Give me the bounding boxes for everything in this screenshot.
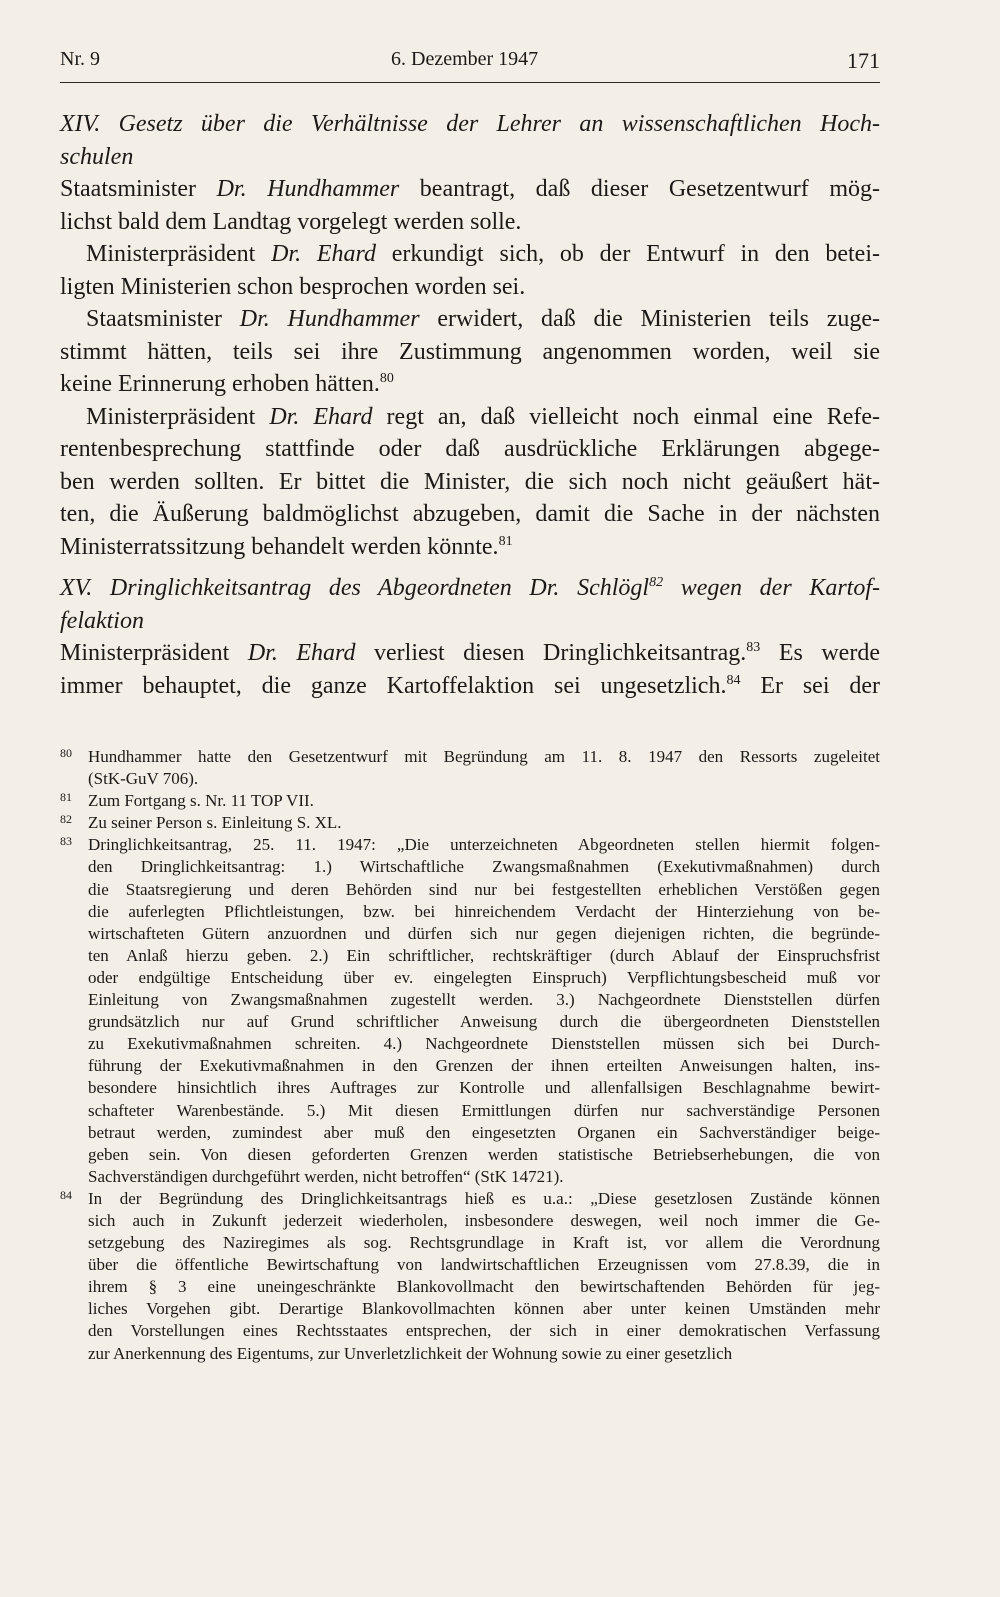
text-run: Es werde xyxy=(760,640,880,666)
footnote-reference: 80 xyxy=(379,371,394,386)
footnote-reference: 84 xyxy=(726,672,741,688)
section-heading-line: XIV. Gesetz über die Verhältnisse der Lehrer an wissenschaftlichen Hoch- xyxy=(60,111,880,137)
person-name: Dr. Hundhammer xyxy=(216,176,400,202)
footnote-line: ten Anlaß hierzu geben. 2.) Ein schriftlicher, rechtskräftiger (durch Ablauf der Einspruchsfrist xyxy=(88,945,880,965)
footnote-line: ihrem § 3 eine uneingeschränkte Blankovollmacht den bewirtschaftenden Behörden für jeg- xyxy=(88,1277,880,1297)
footnote xyxy=(60,812,880,834)
text-run: verliest diesen Dringlichkeitsantrag. xyxy=(355,640,747,666)
footnote-number: 83 xyxy=(60,834,72,849)
section-heading-line xyxy=(60,572,880,605)
body-text-line xyxy=(60,336,880,369)
person-name: Dr. Ehard xyxy=(271,241,376,267)
footnote-line: die auferlegten Pflichtleistungen, bzw. bei hinreichendem Verdacht der Hinterziehung von be- xyxy=(88,901,880,921)
footnote-number: 82 xyxy=(60,812,72,827)
footnote-line: Einleitung von Zwangsmaßnahmen zugestellt werden. 3.) Nachgeordnete Dienststellen dürfen xyxy=(88,990,880,1010)
text-run: beantragt, daß dieser Gesetzentwurf mög- xyxy=(399,176,881,202)
body-text-line xyxy=(60,531,880,564)
text-run: rentenbesprechung stattfinde oder daß ausdrückliche Erklärungen abgege- xyxy=(60,436,880,462)
footnote-line: zu Exekutivmaßnahmen schreiten. 4.) Nachgeordnete Dienststellen müssen sich bei Durch- xyxy=(88,1034,880,1054)
text-run: erkundigt sich, ob der Entwurf in den betei- xyxy=(375,241,880,267)
body-text-line xyxy=(60,206,880,239)
footnote xyxy=(60,746,880,790)
footnote xyxy=(60,834,880,1188)
footnote-line: sich auch in Zukunft jederzeit wiederholen, insbesondere deswegen, weil noch immer die Ge- xyxy=(88,1210,880,1230)
footnote-line: Hundhammer hatte den Gesetzentwurf mit Begründung am 11. 8. 1947 den Ressorts zugeleitet xyxy=(88,747,880,766)
footnote-line: besondere hinsichtlich ihres Auftrages zur Kontrolle und allenfallsigen Beschlagnahme bewirt- xyxy=(88,1078,880,1098)
footnote-line: Dringlichkeitsantrag, 25. 11. 1947: „Die unterzeichneten Abgeordneten stellen hiermit folgen- xyxy=(88,835,880,855)
footnote-line: geben sein. Von diesen geforderten Grenzen werden statistische Betriebserhebungen, die von xyxy=(88,1144,880,1164)
page-number: 171 xyxy=(847,48,880,73)
footnote-reference: 82 xyxy=(649,575,664,590)
footnote xyxy=(60,1188,880,1365)
section-heading-line: schulen xyxy=(60,143,134,170)
footnote-line: über die öffentliche Bewirtschaftung von landwirtschaftlichen Erzeugnissen vom 27.8.39, die in xyxy=(88,1255,880,1275)
footnote-line: Zum Fortgang s. Nr. 11 TOP VII. xyxy=(88,791,314,811)
footnote-line: Zu seiner Person s. Einleitung S. XL. xyxy=(88,813,342,833)
body-text-line xyxy=(60,271,880,304)
body-text-line xyxy=(60,637,880,670)
text-run: immer behauptet, die ganze Kartoffelaktion sei ungesetzlich. xyxy=(60,672,727,699)
running-header xyxy=(60,46,880,80)
main-text xyxy=(60,108,880,702)
footnote-line: die Staatsregierung und deren Behörden sind nur bei festgestellten erheblichen Verstößen gegen xyxy=(88,879,880,899)
body-text-line xyxy=(60,670,880,703)
footnote xyxy=(60,790,880,812)
body-text-line xyxy=(60,303,880,336)
text-run: wegen der Kartof- xyxy=(663,575,880,601)
footnote-number: 81 xyxy=(60,790,72,805)
body-text-line xyxy=(60,498,880,531)
footnote-reference: 81 xyxy=(498,533,513,549)
footnote-line: grundsätzlich nur auf Grund schriftlicher Anweisung durch die übergeordneten Dienststellen xyxy=(88,1012,880,1032)
issue-number: Nr. 9 xyxy=(60,48,100,70)
footnote-line: den Dringlichkeitsantrag: 1.) Wirtschaftliche Zwangsmaßnahmen (Exekutivmaßnahmen) durch xyxy=(88,857,880,877)
text-run: Ministerpräsident xyxy=(60,640,248,666)
footnote-line: liches Vorgehen gibt. Derartige Blankovollmachten können aber unter keinen Umständen mehr xyxy=(88,1299,880,1319)
header-rule xyxy=(60,82,880,83)
text-run: XV. Dringlichkeitsantrag des Abgeordneten Dr. Schlögl xyxy=(60,575,650,601)
section-heading-line xyxy=(60,605,880,638)
footnote-line: Sachverständigen durchgeführt werden, nicht betroffen“ (StK 14721). xyxy=(88,1166,564,1186)
header-date: 6. Dezember 1947 xyxy=(391,48,539,70)
text-run: felaktion xyxy=(60,607,144,634)
text-run: Staatsminister xyxy=(86,306,240,332)
footnote-line: betraut werden, zumindest aber muß den eingesetzten Organen ein Sachverständiger beige- xyxy=(88,1122,880,1142)
text-run: keine Erinnerung erhoben hätten. xyxy=(60,371,380,397)
person-name: Dr. Ehard xyxy=(247,640,356,666)
text-run: Staatsminister xyxy=(60,176,217,202)
body-text-line xyxy=(60,238,880,271)
footnote-reference: 83 xyxy=(746,640,761,655)
footnote-number: 80 xyxy=(60,746,72,760)
footnotes xyxy=(60,746,880,1365)
footnote-line: In der Begründung des Dringlichkeitsantrags hieß es u.a.: „Diese gesetzlosen Zustände können xyxy=(88,1188,880,1208)
section-gap xyxy=(60,563,880,572)
body-text-line xyxy=(60,466,880,499)
text-run: erwidert, daß die Ministerien teils zuge- xyxy=(419,306,881,332)
text-run: ligten Ministerien schon besprochen worden sei. xyxy=(60,273,526,300)
text-run: ben werden sollten. Er bittet die Minister, die sich noch nicht geäußert hät- xyxy=(60,468,880,495)
text-run: Ministerpräsident xyxy=(86,403,270,430)
footnote-number: 84 xyxy=(60,1187,72,1202)
text-run: stimmt hätten, teils sei ihre Zustimmung angenommen worden, weil sie xyxy=(60,338,880,365)
person-name: Dr. Ehard xyxy=(269,403,373,430)
body-text-line xyxy=(60,173,880,206)
person-name: Dr. Hundhammer xyxy=(239,306,420,332)
text-run: Ministerratssitzung behandelt werden könnte. xyxy=(60,533,499,560)
text-run: regt an, daß vielleicht noch einmal eine Refe- xyxy=(372,403,880,430)
text-run: ten, die Äußerung baldmöglichst abzugeben, damit die Sache in der nächsten xyxy=(60,501,880,527)
footnote-line: den Vorstellungen eines Rechtsstaates entsprechen, der sich in einer demokratischen Verfassung xyxy=(88,1321,880,1341)
footnote-line: oder endgültige Entscheidung über ev. eingelegten Einspruch) Verpflichtungsbescheid muß vor xyxy=(88,967,880,987)
body-text-line xyxy=(60,433,880,466)
footnote-line: führung der Exekutivmaßnahmen in den Grenzen der ihnen erteilten Anweisungen halten, ins- xyxy=(88,1056,880,1076)
body-text-line xyxy=(60,368,880,401)
footnote-line: zur Anerkennung des Eigentums, zur Unverletzlichkeit der Wohnung sowie zu einer gesetzlich xyxy=(88,1343,733,1363)
text-run: Ministerpräsident xyxy=(86,241,272,267)
footnote-line: (StK-GuV 706). xyxy=(88,769,199,789)
footnote-line: schafteter Warenbestände. 5.) Mit diesen Ermittlungen dürfen nur sachverständige Personen xyxy=(88,1100,880,1120)
footnote-line: wirtschafteten Gütern anzuordnen und dürfen sich nur gegen diejenigen richten, die begründe- xyxy=(88,923,880,943)
text-run: lichst bald dem Landtag vorgelegt werden solle. xyxy=(60,208,522,235)
footnote-line: setzgebung des Naziregimes als sog. Rechtsgrundlage in Kraft ist, vor allem die Verordnung xyxy=(88,1233,880,1253)
text-run: Er sei der xyxy=(740,672,880,699)
body-text-line xyxy=(60,401,880,434)
